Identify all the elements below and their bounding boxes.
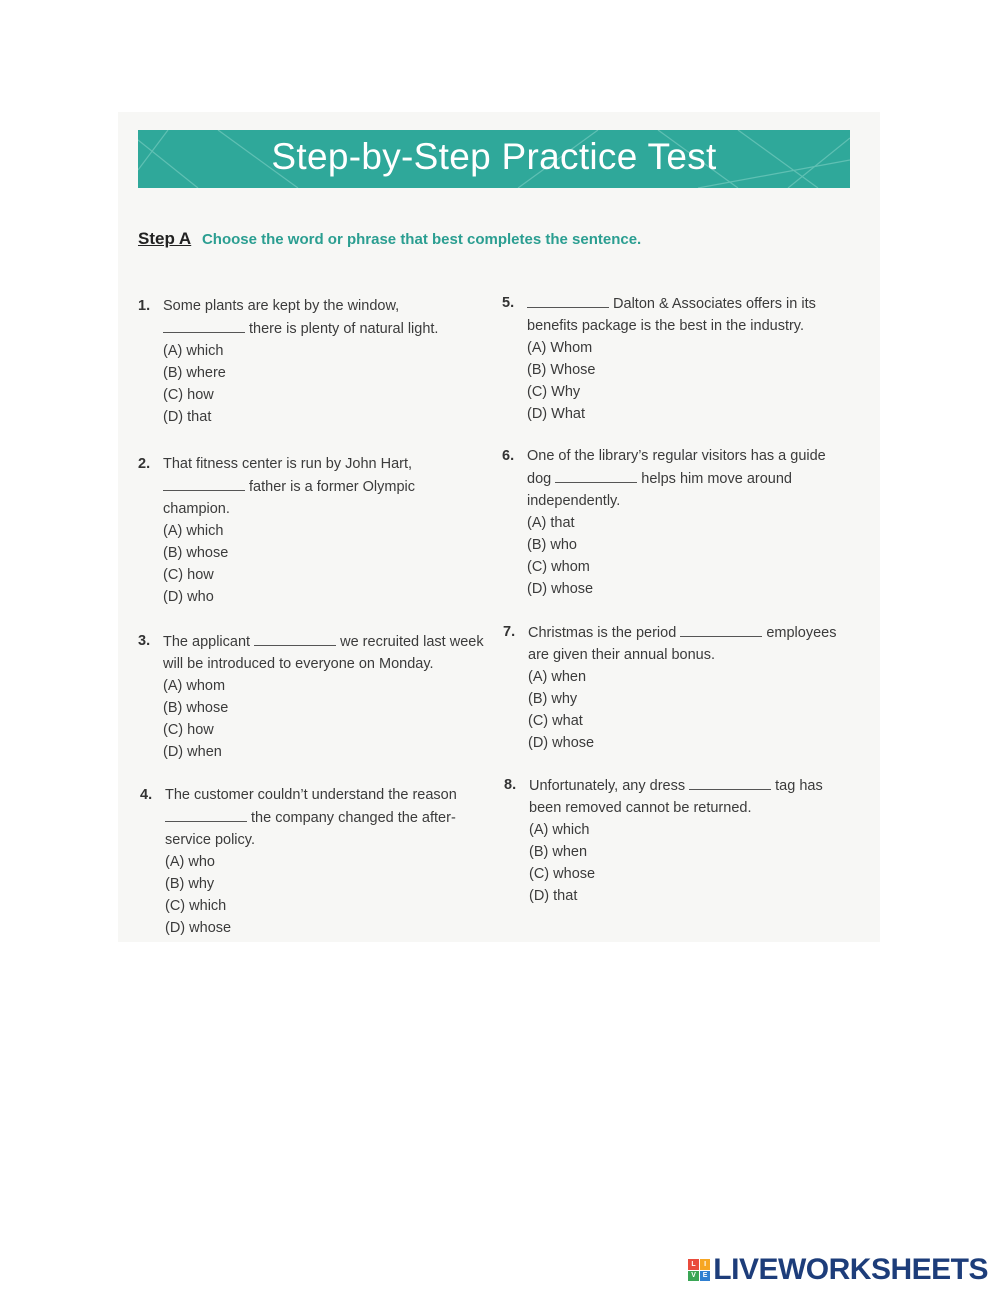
- step-heading: [138, 229, 641, 249]
- question-number: 6.: [502, 448, 515, 464]
- question-7: [503, 621, 853, 754]
- option-c: (C) how: [163, 567, 214, 583]
- question-stem-end: tag has been removed cannot be returned.: [529, 778, 827, 816]
- option-b: (B) whose: [163, 545, 229, 561]
- page-title: Step-by-Step Practice Test: [271, 136, 717, 177]
- question-stem-end: father is a former Olympic champion.: [163, 479, 420, 517]
- answer-blank[interactable]: [689, 774, 771, 790]
- option-c: (C) whose: [529, 866, 596, 882]
- step-instruction: Choose the word or phrase that best completes the sentence.: [201, 231, 642, 248]
- option-b: (B) when: [529, 844, 588, 860]
- option-d: (D) whose: [527, 581, 594, 597]
- answer-blank[interactable]: [680, 621, 762, 637]
- question-5: [502, 292, 837, 425]
- question-number: 7.: [503, 624, 516, 640]
- option-d: (D) whose: [528, 735, 595, 751]
- question-stem-end: we recruited last week will be introduced to everyone on Monday.: [163, 634, 488, 672]
- question-stem-start: Unfortunately, any dress: [529, 778, 690, 794]
- logo-icon: [688, 1259, 710, 1281]
- question-6: [502, 445, 847, 600]
- logo-letter: V: [688, 1271, 699, 1282]
- question-2: [138, 453, 448, 608]
- question-1: [138, 295, 468, 428]
- option-a: (A) which: [163, 343, 224, 359]
- option-b: (B) who: [527, 537, 577, 553]
- option-b: (B) why: [528, 691, 578, 707]
- option-c: (C) what: [528, 713, 583, 729]
- option-d: (D) when: [163, 744, 222, 760]
- question-stem-start: One of the library’s regular visitors has a guide dog: [527, 448, 830, 487]
- question-stem-end: employees are given their annual bonus.: [528, 625, 841, 663]
- question-number: 2.: [138, 456, 151, 472]
- question-stem-end: helps him move around independently.: [527, 471, 797, 509]
- option-a: (A) who: [165, 854, 215, 870]
- question-number: 3.: [138, 633, 151, 649]
- question-stem-start: The applicant: [163, 634, 255, 650]
- answer-blank[interactable]: [163, 317, 245, 333]
- option-b: (B) Whose: [527, 362, 596, 378]
- question-stem-end: there is plenty of natural light.: [245, 321, 439, 337]
- answer-blank[interactable]: [527, 292, 609, 308]
- question-stem-start: Christmas is the period: [528, 625, 681, 641]
- question-number: 8.: [504, 777, 517, 793]
- answer-blank[interactable]: [555, 467, 637, 483]
- question-stem-end: the company changed the after-service policy.: [165, 810, 456, 848]
- option-d: (D) that: [163, 409, 212, 425]
- option-a: (A) whom: [163, 678, 226, 694]
- question-number: 1.: [138, 298, 151, 314]
- option-a: (A) that: [527, 515, 575, 531]
- liveworksheets-logo[interactable]: [688, 1252, 988, 1288]
- option-b: (B) whose: [163, 700, 229, 716]
- question-stem-end: Dalton & Associates offers in its benefits package is the best in the industry.: [527, 296, 820, 334]
- logo-text: LIVEWORKSHEETS: [713, 1253, 988, 1286]
- question-stem-start: Some plants are kept by the window,: [163, 298, 400, 314]
- answer-blank[interactable]: [254, 630, 336, 646]
- option-c: (C) whom: [527, 559, 590, 575]
- question-stem-start: That fitness center is run by John Hart,: [163, 456, 413, 472]
- title-banner: [138, 130, 850, 188]
- logo-letter: E: [700, 1271, 711, 1282]
- option-c: (C) which: [165, 898, 227, 914]
- option-a: (A) Whom: [527, 340, 593, 356]
- option-c: (C) how: [163, 387, 214, 403]
- option-c: (C) Why: [527, 384, 581, 400]
- option-a: (A) when: [528, 669, 587, 685]
- question-8: [504, 774, 844, 907]
- question-3: [138, 630, 498, 763]
- answer-blank[interactable]: [163, 475, 245, 491]
- option-a: (A) which: [163, 523, 224, 539]
- logo-letter: I: [700, 1259, 711, 1270]
- option-b: (B) where: [163, 365, 226, 381]
- question-4: [140, 784, 485, 939]
- logo-letter: L: [688, 1259, 699, 1270]
- option-d: (D) What: [527, 406, 585, 422]
- option-a: (A) which: [529, 822, 590, 838]
- option-c: (C) how: [163, 722, 214, 738]
- answer-blank[interactable]: [165, 806, 247, 822]
- option-d: (D) who: [163, 589, 214, 605]
- question-stem-start: The customer couldn’t understand the reason: [165, 787, 457, 803]
- option-b: (B) why: [165, 876, 215, 892]
- question-number: 4.: [140, 787, 153, 803]
- step-label: Step A: [138, 229, 192, 248]
- option-d: (D) that: [529, 888, 578, 904]
- question-number: 5.: [502, 295, 515, 311]
- option-d: (D) whose: [165, 920, 232, 936]
